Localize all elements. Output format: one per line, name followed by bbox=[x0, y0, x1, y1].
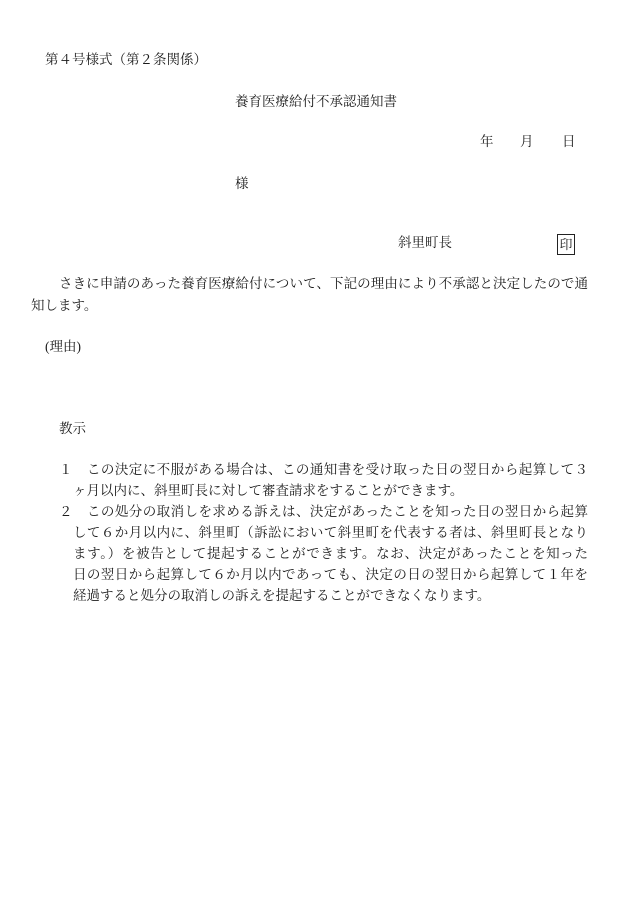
item-number: ２ bbox=[59, 504, 73, 519]
item-number: １ bbox=[59, 462, 73, 477]
form-number: 第４号様式（第２条関係） bbox=[45, 52, 207, 67]
item-line: この処分の取消しを求める訴えは、決定があったことを知った日の翌日から起算 bbox=[87, 504, 588, 519]
notice-line: さきに申請のあった養育医療給付について、下記の理由により不承認と決定したので通 bbox=[59, 276, 588, 291]
date-day-label: 日 bbox=[562, 134, 576, 149]
reason-heading: (理由) bbox=[45, 339, 81, 354]
item-line: ヶ月以内に、斜里町長に対して審査請求をすることができます。 bbox=[73, 483, 464, 498]
item-line: ます。）を被告として提起することができます。なお、決定があったことを知った bbox=[73, 546, 588, 561]
date-month-label: 月 bbox=[520, 134, 534, 149]
item-line: この決定に不服がある場合は、この通知書を受け取った日の翌日から起算して３ bbox=[87, 462, 588, 477]
seal-mark: 印 bbox=[557, 234, 575, 255]
document-title: 養育医療給付不承認通知書 bbox=[235, 94, 397, 109]
notice-line: 知します。 bbox=[31, 298, 98, 313]
addressee-suffix: 様 bbox=[235, 176, 249, 191]
instruction-heading: 教示 bbox=[59, 421, 86, 436]
item-line: 経過すると処分の取消しの訴えを提起することができなくなります。 bbox=[73, 588, 491, 603]
item-line: して６か月以内に、斜里町（訴訟において斜里町を代表する者は、斜里町長となり bbox=[73, 525, 588, 540]
issuer-name: 斜里町長 bbox=[398, 235, 452, 250]
date-year-label: 年 bbox=[480, 134, 494, 149]
item-line: 日の翌日から起算して６か月以内であっても、決定の日の翌日から起算して１年を bbox=[73, 567, 588, 582]
